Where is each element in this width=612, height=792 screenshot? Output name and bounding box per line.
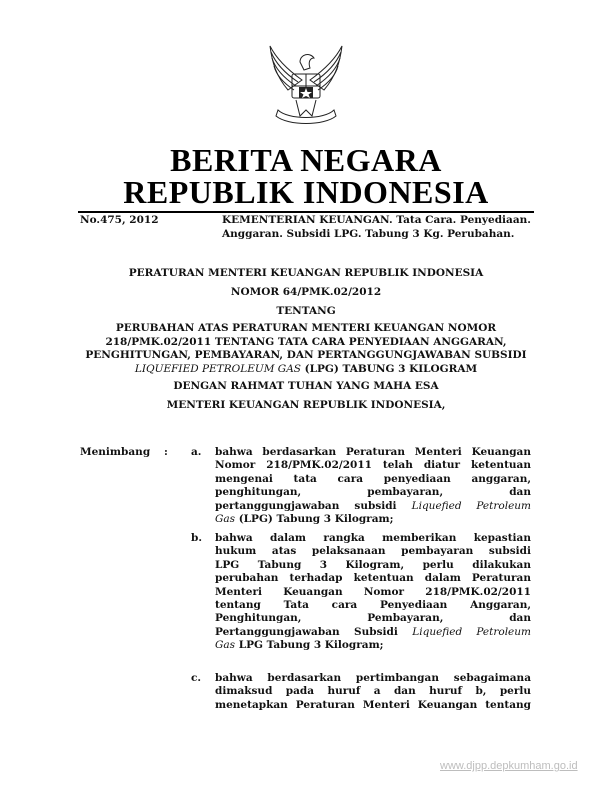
- text-fragment: (LPG) Tabung 3 Kilogram;: [235, 513, 394, 526]
- gazette-title: BERITA NEGARA: [170, 142, 442, 178]
- considerations-label: Menimbang: [80, 446, 151, 458]
- regulation-about: TENTANG: [276, 305, 336, 317]
- text-line: penghitungan, pembayaran, dan: [215, 486, 531, 499]
- gazette-subtitle: REPUBLIK INDONESIA: [123, 174, 489, 210]
- text-line: [215, 626, 531, 639]
- consideration-letter-c: c.: [191, 672, 202, 684]
- italic-term: Gas: [215, 639, 236, 652]
- preamble-line-1: DENGAN RAHMAT TUHAN YANG MAHA ESA: [173, 380, 439, 392]
- regulation-subject-line: 218/PMK.02/2011 TENTANG TATA CARA PENYEDIAAN ANGGARAN,: [105, 335, 507, 348]
- text-line: LPG Tabung 3 Kilogram, perlu dilakukan: [215, 558, 531, 571]
- gazette-number: No.475, 2012: [80, 214, 159, 226]
- consideration-letter-a: a.: [191, 446, 202, 458]
- text-line: [215, 639, 531, 652]
- consideration-item-b: [215, 532, 531, 653]
- garuda-emblem-icon: [258, 40, 354, 136]
- text-line: hukum atas pelaksanaan pembayaran subsidi: [215, 545, 531, 558]
- source-website-link[interactable]: www.djpp.depkumham.go.id: [440, 760, 578, 772]
- text-line: dimaksud pada huruf a dan huruf b, perlu: [215, 685, 531, 698]
- regulation-subject-line: [60, 363, 552, 377]
- consideration-letter-b: b.: [191, 532, 202, 544]
- subject-line-1: KEMENTERIAN KEUANGAN. Tata Cara. Penyediaan.: [222, 214, 531, 226]
- text-fragment: LPG Tabung 3 Kilogram;: [235, 639, 384, 652]
- italic-term: Gas: [215, 513, 236, 526]
- consideration-item-a: [215, 446, 531, 526]
- text-line: bahwa berdasarkan Peraturan Menteri Keuangan: [215, 446, 531, 458]
- consideration-item-c: [215, 672, 531, 712]
- text-line: [215, 500, 531, 513]
- regulation-subject-line: PERUBAHAN ATAS PERATURAN MENTERI KEUANGAN NOMOR: [115, 322, 497, 334]
- text-line: mengenai tata cara penyediaan anggaran,: [215, 472, 531, 485]
- regulation-subject-line: PENGHITUNGAN, PEMBAYARAN, DAN PERTANGGUNGJAWABAN SUBSIDI: [85, 349, 527, 361]
- italic-term: Liquefied Petroleum: [411, 499, 531, 512]
- text-line: Penghitungan, Pembayaran, dan: [215, 612, 531, 625]
- text-line: bahwa berdasarkan pertimbangan sebagaimana: [215, 672, 531, 684]
- header-divider: [78, 211, 534, 213]
- gazette-subject: [222, 214, 534, 241]
- text-line: tentang Tata cara Penyediaan Anggaran,: [215, 599, 531, 612]
- regulation-subject-text: (LPG) TABUNG 3 KILOGRAM: [300, 362, 478, 375]
- text-line: Nomor 218/PMK.02/2011 telah diatur ketentuan: [215, 459, 531, 472]
- considerations-colon: :: [164, 446, 168, 458]
- text-line: bahwa dalam rangka memberikan kepastian: [215, 532, 531, 544]
- italic-term: Liquefied Petroleum: [412, 625, 531, 638]
- text-fragment: pertanggungjawaban subsidi: [215, 499, 397, 512]
- text-fragment: Pertanggungjawaban Subsidi: [215, 625, 398, 638]
- regulation-title: PERATURAN MENTERI KEUANGAN REPUBLIK INDONESIA: [128, 267, 484, 279]
- text-line: menetapkan Peraturan Menteri Keuangan tentang: [215, 698, 531, 711]
- regulation-subject: [60, 322, 552, 376]
- text-line: Menteri Keuangan Nomor 218/PMK.02/2011: [215, 585, 531, 598]
- preamble-line-2: MENTERI KEUANGAN REPUBLIK INDONESIA,: [166, 399, 446, 411]
- italic-term: LIQUEFIED PETROLEUM GAS: [134, 362, 301, 375]
- regulation-number: NOMOR 64/PMK.02/2012: [230, 286, 382, 298]
- subject-line-2: Anggaran. Subsidi LPG. Tabung 3 Kg. Perubahan.: [222, 227, 515, 240]
- text-line: [215, 513, 531, 526]
- text-line: perubahan terhadap ketentuan dalam Peraturan: [215, 572, 531, 585]
